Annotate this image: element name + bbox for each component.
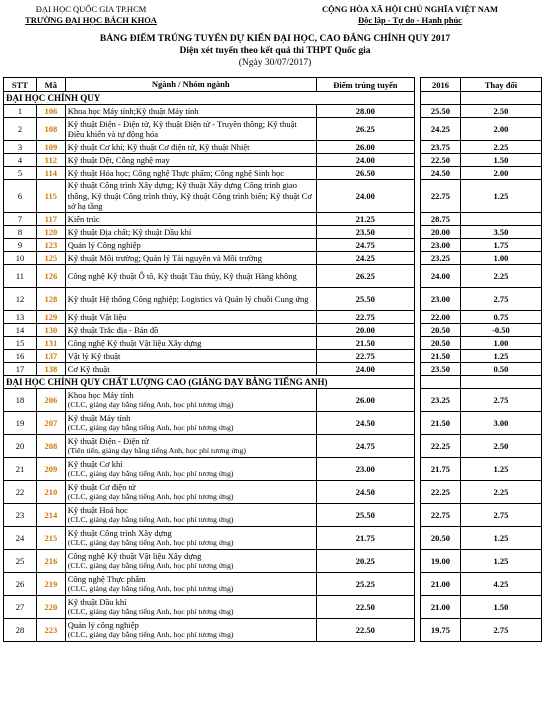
section-row: [4, 92, 415, 105]
row-score: 24.00: [316, 180, 414, 213]
section-title: ĐẠI HỌC CHÍNH QUY CHẤT LƯỢNG CAO (GIẢNG DẠY BẰNG TIẾNG ANH): [4, 376, 415, 389]
row-stt: 3: [4, 141, 37, 154]
comparison-row: [421, 337, 542, 350]
row-major: Khoa học Máy tính;Kỹ thuật Máy tính: [65, 105, 316, 118]
university-header: [6, 4, 176, 26]
comparison-row: [421, 481, 542, 504]
row-major: [65, 573, 316, 596]
row-score: 25.25: [316, 573, 414, 596]
row-score: 28.00: [316, 105, 414, 118]
row-major: Quản lý Công nghiệp: [65, 239, 316, 252]
row-score: 23.50: [316, 226, 414, 239]
row-change: 1.50: [460, 154, 541, 167]
table-row: [4, 619, 415, 642]
row-change: 2.25: [460, 481, 541, 504]
table-row: [4, 167, 415, 180]
table-row: [4, 324, 415, 337]
row-stt: 21: [4, 458, 37, 481]
row-code: 123: [36, 239, 65, 252]
row-code: 216: [36, 550, 65, 573]
row-change: 2.25: [460, 141, 541, 154]
table-row: [4, 337, 415, 350]
row-major: Kỹ thuật Hóa học; Công nghệ Thực phẩm; Công nghệ Sinh học: [65, 167, 316, 180]
major-note: (CLC, giảng dạy bằng tiếng Anh, học phí tương ứng): [67, 584, 234, 593]
comparison-row: [421, 213, 542, 226]
major-name: Công nghệ Kỹ thuật Vật liệu Xây dựng: [67, 550, 202, 561]
comparison-table: [420, 77, 542, 642]
comparison-row: [421, 573, 542, 596]
header-2016: 2016: [421, 78, 461, 92]
row-stt: 10: [4, 252, 37, 265]
table-row: [4, 226, 415, 239]
row-code: 131: [36, 337, 65, 350]
row-code: 106: [36, 105, 65, 118]
row-stt: 12: [4, 288, 37, 311]
major-name: Kỹ thuật Dầu khí: [67, 596, 127, 607]
row-change: 2.75: [460, 504, 541, 527]
row-code: 210: [36, 481, 65, 504]
row-change: 3.00: [460, 412, 541, 435]
row-code: 129: [36, 311, 65, 324]
row-change: 1.25: [460, 180, 541, 213]
comparison-row: [421, 118, 542, 141]
row-code: 138: [36, 363, 65, 376]
row-stt: 1: [4, 105, 37, 118]
row-score: 21.50: [316, 337, 414, 350]
row-change: 3.50: [460, 226, 541, 239]
row-change: 1.25: [460, 550, 541, 573]
row-code: 208: [36, 435, 65, 458]
row-major: Kỹ thuật Trắc địa - Bản đồ: [65, 324, 316, 337]
comparison-row: [421, 154, 542, 167]
table-row: [4, 252, 415, 265]
row-change: 2.50: [460, 435, 541, 458]
comparison-row: [421, 288, 542, 311]
row-change: 2.00: [460, 167, 541, 180]
row-2016: 20.50: [421, 337, 461, 350]
row-score: 26.00: [316, 389, 414, 412]
row-change: 4.25: [460, 573, 541, 596]
comparison-row: [421, 389, 542, 412]
row-major: Cơ Kỹ thuật: [65, 363, 316, 376]
major-name: Kỹ thuật Hoá học: [67, 504, 128, 515]
row-2016: 19.00: [421, 550, 461, 573]
header-change: Thay đổi: [460, 78, 541, 92]
comparison-row: [421, 412, 542, 435]
table-row: [4, 458, 415, 481]
row-2016: 23.50: [421, 363, 461, 376]
comparison-row: [421, 180, 542, 213]
row-major: Kỹ thuật Công trình Xây dựng; Kỹ thuật Xây dựng Công trình giao thông, Kỹ thuật Công trình thủy, Kỹ thuật Công trình biển; Kỹ thuật Cơ sở hạ tầng: [65, 180, 316, 213]
row-code: 137: [36, 350, 65, 363]
row-score: 24.00: [316, 154, 414, 167]
document-subtitle: Diện xét tuyển theo kết quả thi THPT Quốc gia: [179, 46, 371, 56]
empty-cell: [421, 92, 461, 105]
row-code: 115: [36, 180, 65, 213]
row-2016: 23.25: [421, 389, 461, 412]
row-stt: 5: [4, 167, 37, 180]
row-score: 26.50: [316, 167, 414, 180]
row-code: 130: [36, 324, 65, 337]
row-score: 21.75: [316, 527, 414, 550]
row-major: [65, 619, 316, 642]
empty-cell: [460, 92, 541, 105]
comparison-row: [421, 363, 542, 376]
row-major: Vật lý Kỹ thuật: [65, 350, 316, 363]
comparison-row: [421, 252, 542, 265]
row-major: Kỹ thuật Vật liệu: [65, 311, 316, 324]
row-stt: 24: [4, 527, 37, 550]
row-score: 24.00: [316, 363, 414, 376]
row-stt: 8: [4, 226, 37, 239]
row-score: 22.75: [316, 350, 414, 363]
row-change: 1.75: [460, 239, 541, 252]
row-change: 1.25: [460, 458, 541, 481]
table-header-row: [4, 78, 415, 92]
row-2016: 23.00: [421, 239, 461, 252]
row-score: 21.25: [316, 213, 414, 226]
row-major: Kỹ thuật Điện - Điện tử, Kỹ thuật Điện tử - Truyền thông; Kỹ thuật Điều khiển và tự động hóa: [65, 118, 316, 141]
table-row: [4, 141, 415, 154]
section-row-spacer: [421, 376, 542, 389]
comparison-row: [421, 265, 542, 288]
row-2016: 19.75: [421, 619, 461, 642]
row-stt: 6: [4, 180, 37, 213]
row-stt: 17: [4, 363, 37, 376]
major-name: Quản lý công nghiệp: [67, 619, 139, 630]
comparison-row: [421, 504, 542, 527]
table-row: [4, 154, 415, 167]
row-2016: 24.25: [421, 118, 461, 141]
table-row: [4, 550, 415, 573]
row-stt: 4: [4, 154, 37, 167]
row-stt: 23: [4, 504, 37, 527]
row-change: 0.75: [460, 311, 541, 324]
row-2016: 21.00: [421, 573, 461, 596]
table-row: [4, 389, 415, 412]
row-code: 125: [36, 252, 65, 265]
row-code: 214: [36, 504, 65, 527]
comparison-header-row: [421, 78, 542, 92]
row-2016: 25.50: [421, 105, 461, 118]
row-code: 114: [36, 167, 65, 180]
row-2016: 23.00: [421, 288, 461, 311]
row-stt: 25: [4, 550, 37, 573]
table-row: [4, 180, 415, 213]
major-name: Kỹ thuật Công trình Xây dựng: [67, 527, 172, 538]
score-table: [3, 77, 415, 642]
row-stt: 22: [4, 481, 37, 504]
row-2016: 22.00: [421, 311, 461, 324]
row-stt: 26: [4, 573, 37, 596]
row-2016: 22.25: [421, 435, 461, 458]
major-name: Kỹ thuật Máy tính: [67, 412, 131, 423]
major-name: Khoa học Máy tính: [67, 389, 134, 400]
row-2016: 23.75: [421, 141, 461, 154]
row-major: Công nghệ Kỹ thuật Vật liệu Xây dựng: [65, 337, 316, 350]
comparison-row: [421, 350, 542, 363]
row-change: 0.50: [460, 363, 541, 376]
row-change: 1.25: [460, 527, 541, 550]
row-score: 20.00: [316, 324, 414, 337]
school-name: TRƯỜNG ĐẠI HỌC BÁCH KHOA: [25, 15, 157, 25]
row-stt: 20: [4, 435, 37, 458]
row-code: 219: [36, 573, 65, 596]
table-row: [4, 573, 415, 596]
row-major: [65, 435, 316, 458]
row-2016: 21.00: [421, 596, 461, 619]
row-stt: 19: [4, 412, 37, 435]
row-major: Công nghệ Kỹ thuật Ô tô, Kỹ thuật Tàu thủy, Kỹ thuật Hàng không: [65, 265, 316, 288]
table-row: [4, 213, 415, 226]
major-note: (CLC, giảng dạy bằng tiếng Anh, học phí tương ứng): [67, 469, 234, 478]
row-score: 25.50: [316, 288, 414, 311]
major-name: Kỹ thuật Cơ điện tử: [67, 481, 136, 492]
row-change: 2.50: [460, 105, 541, 118]
comparison-row: [421, 311, 542, 324]
row-code: 207: [36, 412, 65, 435]
row-code: 215: [36, 527, 65, 550]
row-change: -0.50: [460, 324, 541, 337]
row-major: Kỹ thuật Dệt, Công nghệ may: [65, 154, 316, 167]
header-score: Điểm trúng tuyển: [316, 78, 414, 92]
section-row: [4, 376, 415, 389]
empty-cell: [421, 376, 461, 389]
row-2016: 22.75: [421, 504, 461, 527]
comparison-row: [421, 596, 542, 619]
header-stt: STT: [4, 78, 37, 92]
national-motto: Độc lập - Tự do - Hạnh phúc: [358, 15, 462, 25]
row-change: 1.00: [460, 337, 541, 350]
row-major: [65, 412, 316, 435]
country-name: CỘNG HÒA XÃ HỘI CHỦ NGHĨA VIỆT NAM: [321, 4, 499, 14]
document-date: (Ngày 30/07/2017): [238, 58, 312, 68]
table-row: [4, 288, 415, 311]
row-score: 22.50: [316, 619, 414, 642]
row-score: 26.00: [316, 141, 414, 154]
row-stt: 13: [4, 311, 37, 324]
university-name: ĐẠI HỌC QUỐC GIA TP.HCM: [35, 4, 147, 14]
row-2016: 20.50: [421, 527, 461, 550]
row-stt: 15: [4, 337, 37, 350]
row-stt: 14: [4, 324, 37, 337]
row-code: 117: [36, 213, 65, 226]
table-row: [4, 239, 415, 252]
table-row: [4, 504, 415, 527]
header-code: Mã: [36, 78, 65, 92]
comparison-row: [421, 527, 542, 550]
row-change: 1.25: [460, 350, 541, 363]
major-note: (CLC, giảng dạy bằng tiếng Anh, học phí tương ứng): [67, 515, 234, 524]
comparison-row: [421, 239, 542, 252]
row-score: 24.75: [316, 435, 414, 458]
section-row-spacer: [421, 92, 542, 105]
row-code: 209: [36, 458, 65, 481]
major-note: (CLC, giảng dạy bằng tiếng Anh, học phí tương ứng): [67, 561, 234, 570]
comparison-row: [421, 226, 542, 239]
comparison-row: [421, 167, 542, 180]
row-code: 108: [36, 118, 65, 141]
row-2016: 28.75: [421, 213, 461, 226]
row-change: 2.25: [460, 265, 541, 288]
comparison-row: [421, 324, 542, 337]
row-major: Kỹ thuật Hệ thống Công nghiệp; Logistics và Quản lý chuỗi Cung ứng: [65, 288, 316, 311]
row-major: [65, 389, 316, 412]
row-major: Kỹ thuật Địa chất; Kỹ thuật Dầu khí: [65, 226, 316, 239]
row-code: 220: [36, 596, 65, 619]
row-2016: 20.50: [421, 324, 461, 337]
row-2016: 24.00: [421, 265, 461, 288]
row-change: 2.75: [460, 389, 541, 412]
row-score: 26.25: [316, 118, 414, 141]
row-2016: 22.50: [421, 154, 461, 167]
row-change: [460, 213, 541, 226]
major-note: (CLC, giảng dạy bằng tiếng Anh, học phí tương ứng): [67, 538, 234, 547]
row-code: 128: [36, 288, 65, 311]
row-change: 2.00: [460, 118, 541, 141]
row-major: [65, 458, 316, 481]
row-2016: 22.25: [421, 481, 461, 504]
row-2016: 20.00: [421, 226, 461, 239]
row-stt: 28: [4, 619, 37, 642]
row-score: 24.75: [316, 239, 414, 252]
major-note: (Tiên tiến, giảng dạy bằng tiếng Anh, học phí tương ứng): [67, 446, 246, 455]
row-score: 20.25: [316, 550, 414, 573]
row-score: 24.25: [316, 252, 414, 265]
row-major: [65, 550, 316, 573]
row-code: 206: [36, 389, 65, 412]
row-code: 109: [36, 141, 65, 154]
document-title: BẢNG ĐIỂM TRÚNG TUYỂN DỰ KIẾN ĐẠI HỌC, CAO ĐẲNG CHÍNH QUY 2017: [99, 34, 451, 44]
table-row: [4, 363, 415, 376]
row-2016: 23.25: [421, 252, 461, 265]
row-2016: 21.50: [421, 412, 461, 435]
row-code: 112: [36, 154, 65, 167]
row-stt: 7: [4, 213, 37, 226]
row-score: 24.50: [316, 412, 414, 435]
comparison-row: [421, 105, 542, 118]
row-change: 1.00: [460, 252, 541, 265]
row-major: Kỹ thuật Cơ khí; Kỹ thuật Cơ điện tử, Kỹ thuật Nhiệt: [65, 141, 316, 154]
row-stt: 11: [4, 265, 37, 288]
row-major: [65, 527, 316, 550]
major-note: (CLC, giảng dạy bằng tiếng Anh, học phí tương ứng): [67, 492, 234, 501]
row-change: 2.75: [460, 288, 541, 311]
major-name: Kỹ thuật Cơ khí: [67, 458, 123, 469]
table-row: [4, 311, 415, 324]
table-row: [4, 118, 415, 141]
row-score: 25.50: [316, 504, 414, 527]
row-change: 2.75: [460, 619, 541, 642]
comparison-row: [421, 435, 542, 458]
row-score: 26.25: [316, 265, 414, 288]
national-header: [275, 4, 545, 26]
row-change: 1.50: [460, 596, 541, 619]
row-major: [65, 596, 316, 619]
row-major: Kỹ thuật Môi trường; Quản lý Tài nguyên và Môi trường: [65, 252, 316, 265]
major-note: (CLC, giảng dạy bằng tiếng Anh, học phí tương ứng): [67, 423, 234, 432]
row-2016: 22.75: [421, 180, 461, 213]
section-title: ĐẠI HỌC CHÍNH QUY: [4, 92, 415, 105]
empty-cell: [460, 376, 541, 389]
row-score: 23.00: [316, 458, 414, 481]
row-code: 223: [36, 619, 65, 642]
row-stt: 9: [4, 239, 37, 252]
table-row: [4, 481, 415, 504]
row-stt: 18: [4, 389, 37, 412]
table-row: [4, 527, 415, 550]
major-note: (CLC, giảng dạy bằng tiếng Anh, học phí tương ứng): [67, 630, 234, 639]
row-major: [65, 481, 316, 504]
row-2016: 21.75: [421, 458, 461, 481]
header-major: Ngành / Nhóm ngành: [65, 78, 316, 92]
row-2016: 21.50: [421, 350, 461, 363]
table-row: [4, 435, 415, 458]
major-note: (CLC, giảng dạy bằng tiếng Anh, học phí tương ứng): [67, 607, 234, 616]
major-note: (CLC, giảng dạy bằng tiếng Anh, học phí tương ứng): [67, 400, 234, 409]
table-row: [4, 350, 415, 363]
row-stt: 27: [4, 596, 37, 619]
comparison-row: [421, 141, 542, 154]
table-row: [4, 105, 415, 118]
comparison-row: [421, 619, 542, 642]
row-score: 22.50: [316, 596, 414, 619]
major-name: Công nghệ Thực phẩm: [67, 573, 146, 584]
table-row: [4, 412, 415, 435]
major-name: Kỹ thuật Điện - Điện tử: [67, 435, 149, 446]
row-stt: 16: [4, 350, 37, 363]
row-code: 126: [36, 265, 65, 288]
row-2016: 24.50: [421, 167, 461, 180]
comparison-row: [421, 458, 542, 481]
row-score: 24.50: [316, 481, 414, 504]
row-major: Kiến trúc: [65, 213, 316, 226]
table-row: [4, 596, 415, 619]
comparison-row: [421, 550, 542, 573]
row-stt: 2: [4, 118, 37, 141]
row-major: [65, 504, 316, 527]
row-code: 120: [36, 226, 65, 239]
table-row: [4, 265, 415, 288]
row-score: 22.75: [316, 311, 414, 324]
